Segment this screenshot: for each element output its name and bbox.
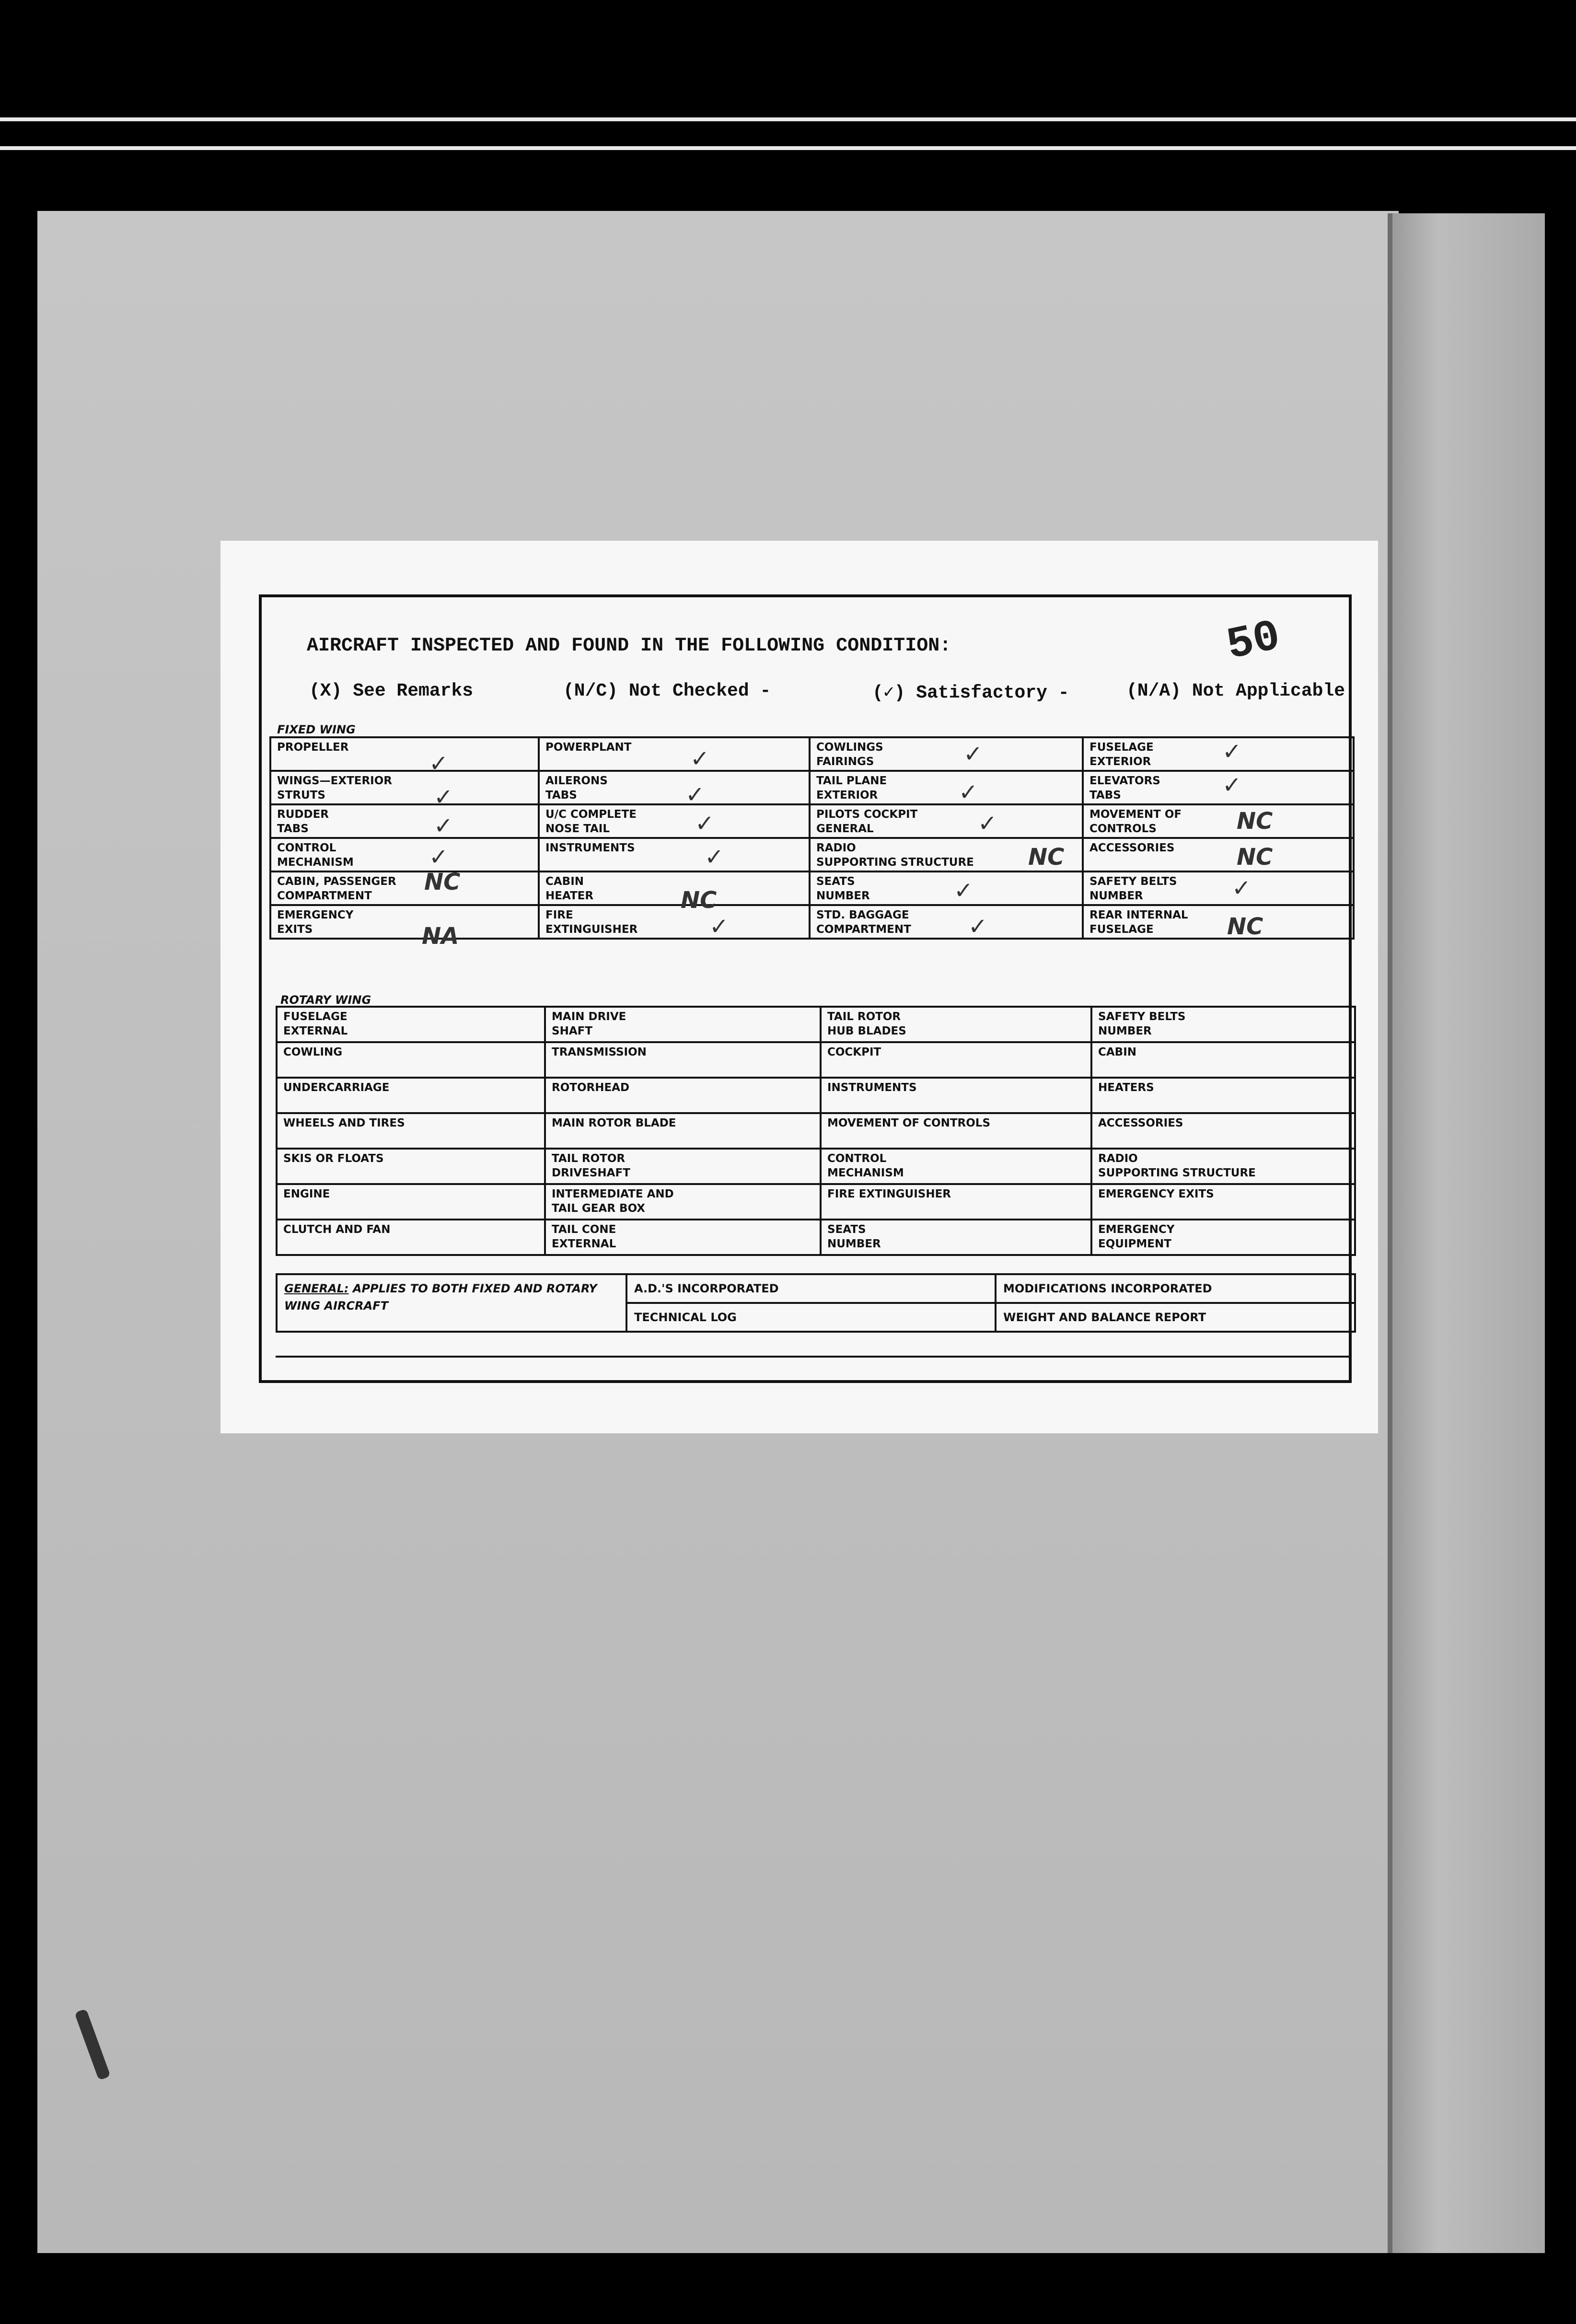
table-cell [1091, 1078, 1355, 1113]
cell-label: POWERPLANT [545, 741, 632, 754]
cell-label: RADIO SUPPORTING STRUCTURE [816, 842, 974, 869]
table-cell [821, 1078, 1091, 1113]
cell-label: PROPELLER [277, 741, 349, 754]
table-cell [1091, 1113, 1355, 1149]
cell-label: SKIS OR FLOATS [283, 1152, 384, 1165]
table-cell [821, 1042, 1091, 1078]
cell-label: ENGINE [283, 1188, 330, 1200]
nc-mark: NC [1028, 844, 1065, 871]
cell-label: COCKPIT [827, 1046, 881, 1058]
cell-label: FUSELAGE EXTERNAL [283, 1011, 348, 1037]
table-cell [277, 1184, 545, 1220]
table-cell [1083, 804, 1354, 838]
cell-label: TAIL ROTOR HUB BLADES [827, 1011, 906, 1037]
film-border-top-2 [0, 146, 1576, 150]
table-cell [270, 771, 539, 804]
cell-label: EMERGENCY EXITS [277, 909, 354, 936]
cell-label: CABIN [1098, 1046, 1137, 1058]
table-cell [1083, 838, 1354, 872]
table-cell [1091, 1007, 1355, 1042]
form-border [259, 594, 1352, 1383]
nc-mark: NC [1227, 913, 1263, 940]
cell-label: SAFETY BELTS NUMBER [1089, 875, 1177, 902]
cell-label: AILERONS TABS [545, 775, 608, 802]
technical-log-cell: TECHNICAL LOG [626, 1303, 996, 1332]
cell-label: RADIO SUPPORTING STRUCTURE [1098, 1152, 1256, 1179]
form-bottom-rule [276, 1356, 1352, 1358]
cell-label: PILOTS COCKPIT GENERAL [816, 808, 918, 835]
cell-label: INSTRUMENTS [827, 1081, 917, 1094]
check-mark: ✓ [429, 750, 449, 777]
check-mark: ✓ [695, 810, 715, 837]
fixed-wing-label: FIXED WING [277, 723, 356, 736]
general-note [277, 1274, 626, 1332]
cell-label: ACCESSORIES [1098, 1117, 1183, 1129]
table-cell [810, 905, 1083, 939]
cell-label: FIRE EXTINGUISHER [827, 1188, 951, 1200]
folder-strip [1392, 213, 1545, 2253]
table-cell [539, 771, 810, 804]
check-mark: ✓ [1222, 738, 1242, 765]
cell-label: WINGS—EXTERIOR STRUTS [277, 775, 392, 802]
cell-label: REAR INTERNAL FUSELAGE [1089, 909, 1188, 936]
cell-label: WHEELS AND TIRES [283, 1117, 405, 1129]
cell-label: TRANSMISSION [552, 1046, 647, 1058]
cell-label: MAIN ROTOR BLADE [552, 1117, 676, 1129]
table-cell [277, 1149, 545, 1184]
table-row [277, 1007, 1355, 1042]
cell-label: TAIL ROTOR DRIVESHAFT [552, 1152, 630, 1179]
table-cell [821, 1149, 1091, 1184]
table-cell [270, 905, 539, 939]
table-cell [277, 1042, 545, 1078]
general-note-text: APPLIES TO BOTH FIXED AND ROTARY WING AIRCRAFT [284, 1282, 597, 1313]
film-border-top [0, 117, 1576, 121]
table-cell [539, 905, 810, 939]
check-mark: ✓ [968, 913, 988, 940]
table-cell [545, 1184, 821, 1220]
ads-incorporated-cell: A.D.'S INCORPORATED [626, 1274, 996, 1303]
table-cell [539, 737, 810, 771]
table-row [277, 1184, 1355, 1220]
general-note-label: GENERAL: [284, 1282, 349, 1295]
table-cell [545, 1220, 821, 1255]
table-cell [539, 872, 810, 905]
table-cell [545, 1078, 821, 1113]
nc-mark: NC [1237, 844, 1273, 871]
weight-balance-cell: WEIGHT AND BALANCE REPORT [996, 1303, 1355, 1332]
modifications-incorporated-cell: MODIFICATIONS INCORPORATED [996, 1274, 1355, 1303]
table-row [277, 1078, 1355, 1113]
table-cell [270, 872, 539, 905]
cell-label: COWLING [283, 1046, 343, 1058]
legend-not-checked: (N/C) Not Checked - [563, 681, 771, 701]
table-cell [539, 804, 810, 838]
table-row [277, 1042, 1355, 1078]
cell-label: RUDDER TABS [277, 808, 329, 835]
table-cell [1091, 1184, 1355, 1220]
check-mark: ✓ [959, 779, 978, 806]
table-cell [810, 771, 1083, 804]
cell-label: SEATS NUMBER [827, 1223, 881, 1250]
check-mark: ✓ [434, 784, 453, 811]
cell-label: MOVEMENT OF CONTROLS [1089, 808, 1182, 835]
table-cell [1083, 771, 1354, 804]
legend-satisfactory: (✓) Satisfactory - [872, 683, 1069, 703]
table-cell [270, 804, 539, 838]
cell-label: INTERMEDIATE AND TAIL GEAR BOX [552, 1188, 674, 1215]
check-mark: ✓ [1222, 772, 1242, 799]
rotary-wing-label: ROTARY WING [280, 993, 371, 1007]
cell-label: U/C COMPLETE NOSE TAIL [545, 808, 637, 835]
table-cell [810, 804, 1083, 838]
form-title: AIRCRAFT INSPECTED AND FOUND IN THE FOLLOWING CONDITION: [307, 635, 951, 657]
na-mark: NA [422, 923, 459, 950]
check-mark: ✓ [1232, 875, 1252, 902]
cell-label: SEATS NUMBER [816, 875, 870, 902]
table-cell [539, 838, 810, 872]
table-cell [277, 1007, 545, 1042]
table-cell [270, 737, 539, 771]
table-cell [270, 838, 539, 872]
cell-label: COWLINGS FAIRINGS [816, 741, 883, 768]
cell-label: TAIL CONE EXTERNAL [552, 1223, 616, 1250]
cell-label: FIRE EXTINGUISHER [545, 909, 638, 936]
table-cell [1091, 1042, 1355, 1078]
cell-label: FUSELAGE EXTERIOR [1089, 741, 1154, 768]
cell-label: TAIL PLANE EXTERIOR [816, 775, 887, 802]
cell-label: CONTROL MECHANISM [827, 1152, 904, 1179]
table-cell [1083, 905, 1354, 939]
nc-mark: NC [424, 869, 461, 895]
check-mark: ✓ [709, 913, 729, 940]
cell-label: SAFETY BELTS NUMBER [1098, 1011, 1186, 1037]
cell-label: MAIN DRIVE SHAFT [552, 1011, 626, 1037]
rotary-wing-table [276, 1006, 1356, 1256]
table-cell [1083, 737, 1354, 771]
table-cell [821, 1113, 1091, 1149]
cell-label: INSTRUMENTS [545, 842, 635, 854]
cell-label: CONTROL MECHANISM [277, 842, 354, 869]
table-cell [277, 1078, 545, 1113]
cell-label: STD. BAGGAGE COMPARTMENT [816, 909, 911, 936]
table-row [277, 1220, 1355, 1255]
check-mark: ✓ [434, 813, 453, 839]
table-cell [545, 1042, 821, 1078]
check-mark: ✓ [705, 844, 724, 871]
cell-label: CLUTCH AND FAN [283, 1223, 391, 1236]
table-cell [277, 1220, 545, 1255]
table-cell [821, 1007, 1091, 1042]
cell-label: EMERGENCY EXITS [1098, 1188, 1214, 1200]
table-cell [1083, 872, 1354, 905]
cell-label: ROTORHEAD [552, 1081, 630, 1094]
cell-label: CABIN HEATER [545, 875, 594, 902]
table-cell [810, 872, 1083, 905]
check-mark: ✓ [685, 781, 705, 808]
check-mark: ✓ [954, 877, 973, 904]
table-cell [545, 1149, 821, 1184]
check-mark: ✓ [963, 741, 983, 767]
table-cell [545, 1113, 821, 1149]
table-cell [1091, 1149, 1355, 1184]
table-cell [1091, 1220, 1355, 1255]
cell-label: ELEVATORS TABS [1089, 775, 1160, 802]
page-number-mark: 50 [1222, 611, 1285, 672]
table-row [270, 804, 1354, 838]
table-cell [810, 737, 1083, 771]
table-row [277, 1149, 1355, 1184]
table-row [277, 1113, 1355, 1149]
cell-label: MOVEMENT OF CONTROLS [827, 1117, 991, 1129]
cell-label: ACCESSORIES [1089, 842, 1175, 854]
table-cell [277, 1113, 545, 1149]
nc-mark: NC [681, 887, 717, 914]
cell-label: UNDERCARRIAGE [283, 1081, 390, 1094]
cell-label: CABIN, PASSENGER COMPARTMENT [277, 875, 396, 902]
general-table [276, 1273, 1356, 1333]
table-cell [821, 1184, 1091, 1220]
check-mark: ✓ [978, 810, 997, 837]
check-mark: ✓ [690, 745, 710, 772]
table-cell [545, 1007, 821, 1042]
legend-remarks: (X) See Remarks [309, 681, 474, 701]
cell-label: EMERGENCY EQUIPMENT [1098, 1223, 1175, 1250]
table-cell [821, 1220, 1091, 1255]
legend-not-applicable: (N/A) Not Applicable [1126, 681, 1345, 701]
nc-mark: NC [1237, 808, 1273, 835]
cell-label: HEATERS [1098, 1081, 1154, 1094]
check-mark: ✓ [429, 844, 449, 871]
